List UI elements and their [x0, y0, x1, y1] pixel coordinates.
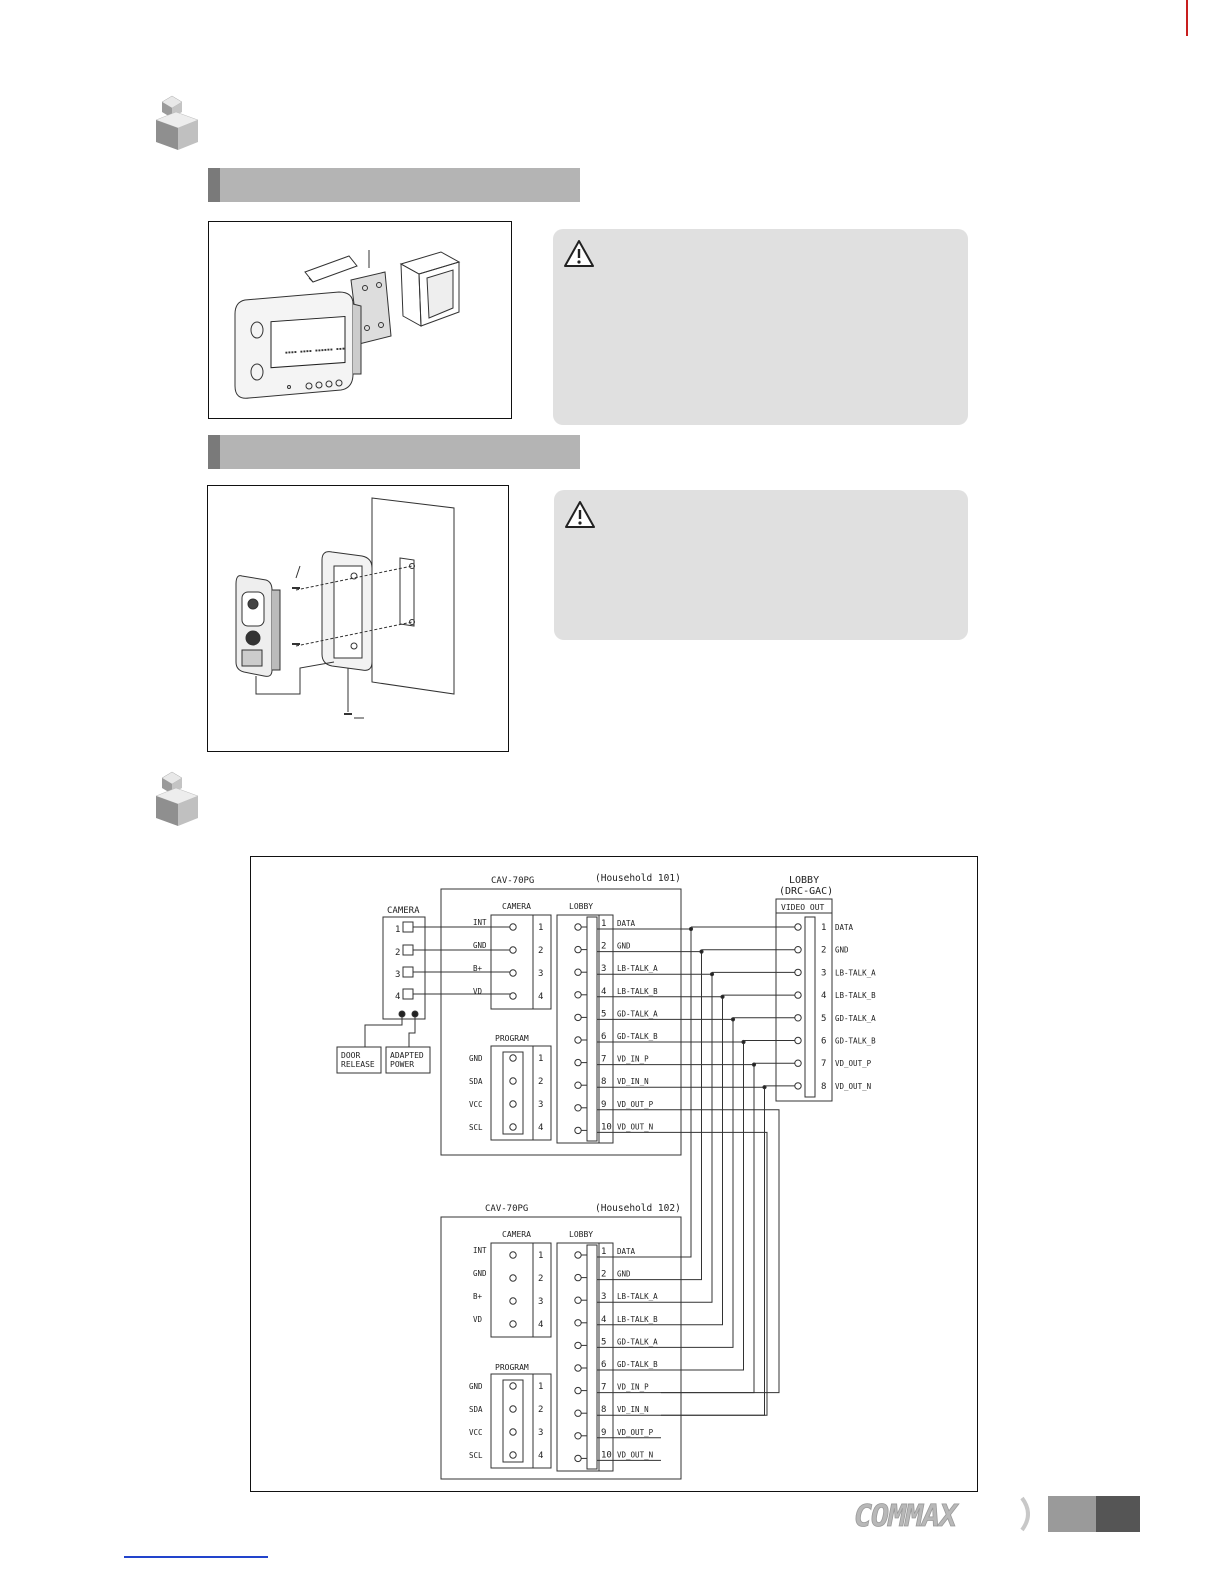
camera-box-terminal	[403, 945, 413, 955]
lobby-unit-pin: 7	[821, 1059, 827, 1070]
footer-dark-block	[1096, 1496, 1140, 1532]
bus-wire	[661, 1087, 765, 1415]
unit2-program-label: SCL	[469, 1451, 483, 1460]
unit2-camera-label: INT	[473, 1246, 487, 1255]
unit1-lobby-pin: 7	[601, 1054, 607, 1065]
camera-box-terminal	[403, 922, 413, 932]
unit1-lobby-pin: 6	[601, 1032, 607, 1042]
unit1-lobby-terminal	[575, 1082, 581, 1088]
unit1-program-terminal	[510, 1101, 516, 1107]
unit2-camera-pin: 3	[538, 1297, 544, 1307]
lobby-video-out: VIDEO OUT	[781, 903, 825, 912]
wiring-diagram	[250, 856, 978, 1492]
camera-box-terminal	[403, 967, 413, 977]
unit1-lobby-label: DATA	[617, 919, 636, 928]
unit2-program-pin: 1	[538, 1382, 544, 1392]
unit1-lobby-terminal	[575, 969, 581, 975]
unit2-lobby-label: LB-TALK_B	[617, 1314, 658, 1324]
unit1-lobby-pin: 9	[601, 1099, 607, 1110]
unit2-lobby-strip	[587, 1245, 597, 1469]
lobby-unit-pin: 2	[821, 945, 827, 956]
unit2-lobby-label: LB-TALK_A	[617, 1292, 658, 1302]
unit2-program-label: VCC	[469, 1428, 483, 1437]
unit1-camera-label: GND	[473, 941, 487, 950]
unit2-model: CAV-70PG	[485, 1204, 529, 1214]
svg-text:▪▪▪▪ ▪▪▪▪ ▪▪▪▪▪▪ ▪▪▪: ▪▪▪▪ ▪▪▪▪ ▪▪▪▪▪▪ ▪▪▪	[284, 345, 346, 356]
unit1-camera-pin: 1	[538, 923, 544, 933]
unit2-program-inner	[503, 1380, 523, 1462]
unit2-lobby-label: GND	[617, 1269, 631, 1279]
unit2-program-terminal	[510, 1452, 516, 1458]
unit2-lobby-pin: 3	[601, 1292, 607, 1303]
warning-triangle-icon	[564, 500, 596, 530]
lobby-unit-title: LOBBY	[789, 875, 820, 886]
unit1-program-terminal	[510, 1078, 516, 1084]
unit2-lobby-terminal	[575, 1365, 581, 1371]
unit1-lobby-title: LOBBY	[569, 902, 594, 911]
lobby-unit-label: GND	[835, 945, 849, 955]
unit1-program-pin: 1	[538, 1054, 544, 1064]
door-release-label: RELEASE	[341, 1060, 375, 1069]
unit2-camera-title: CAMERA	[502, 1230, 531, 1239]
unit1-camera-pin: 3	[538, 969, 544, 979]
unit2-lobby-label: VD_IN_N	[617, 1405, 649, 1415]
unit2-lobby-pin: 9	[601, 1427, 607, 1438]
unit2-lobby-label: GD-TALK_A	[617, 1337, 658, 1347]
lobby-unit-label: VD_OUT_P	[835, 1059, 872, 1069]
unit2-program-pin: 4	[538, 1451, 544, 1461]
lobby-unit-strip	[805, 917, 815, 1097]
camera-installation-figure	[207, 485, 509, 752]
unit1-camera-label: B+	[473, 964, 483, 973]
unit2-program-label: SDA	[469, 1405, 483, 1414]
unit1-lobby-label: VD_OUT_P	[617, 1099, 654, 1109]
top-red-rule	[1186, 0, 1188, 36]
lobby-unit-label: LB-TALK_B	[835, 991, 876, 1001]
unit2-program-terminal	[510, 1429, 516, 1435]
lobby-unit-pin: 1	[821, 923, 827, 933]
unit2-lobby-pin: 4	[601, 1314, 607, 1325]
unit1-camera-title: CAMERA	[502, 902, 531, 911]
unit1-household: (Household 101)	[595, 873, 681, 884]
unit2-lobby-pin: 6	[601, 1360, 607, 1370]
camera-drawing	[208, 486, 506, 749]
unit1-program-terminal	[510, 1124, 516, 1130]
lobby-unit-terminal	[795, 947, 801, 953]
lobby-unit-pin: 6	[821, 1036, 827, 1047]
unit2-camera-pin: 1	[538, 1251, 544, 1261]
unit1-lobby-label: LB-TALK_B	[617, 986, 658, 996]
cube-section-icon-2	[154, 770, 200, 828]
bus-junction	[689, 927, 692, 930]
lobby-unit-terminal	[795, 1083, 801, 1089]
unit2-lobby-label: GD-TALK_B	[617, 1360, 658, 1369]
unit2-program-title: PROGRAM	[495, 1363, 529, 1372]
unit1-lobby-pin: 3	[601, 964, 607, 975]
unit1-lobby-terminal	[575, 1105, 581, 1111]
unit1-program-label: VCC	[469, 1100, 483, 1109]
unit2-lobby-pin: 7	[601, 1382, 607, 1393]
camera-box-pin: 1	[395, 925, 401, 935]
unit2-lobby-label: VD_OUT_N	[617, 1450, 654, 1460]
unit1-lobby-label: LB-TALK_A	[617, 964, 658, 974]
bus-wire	[661, 997, 723, 1325]
unit2-lobby-terminal	[575, 1342, 581, 1348]
bus-junction	[710, 973, 713, 976]
unit2-camera-label: VD	[473, 1315, 483, 1324]
unit1-lobby-terminal	[575, 1127, 581, 1133]
unit2-camera-label: GND	[473, 1269, 487, 1278]
unit1-lobby-pin: 8	[601, 1077, 607, 1088]
commax-logo	[852, 1494, 1030, 1534]
lobby-unit-terminal	[795, 992, 801, 998]
unit1-camera-pin: 4	[538, 992, 544, 1002]
bus-junction	[721, 995, 724, 998]
warning-box-monitor	[553, 229, 968, 425]
unit1-lobby-label: GND	[617, 941, 631, 951]
camera-dot	[399, 1011, 405, 1017]
unit1-lobby-terminal	[575, 992, 581, 998]
camera-box-pin: 4	[395, 992, 401, 1002]
section-bar-camera-install	[208, 435, 580, 469]
unit1-lobby-terminal	[575, 1037, 581, 1043]
adapted-power-label: POWER	[390, 1060, 415, 1069]
warning-triangle-icon	[563, 239, 595, 269]
unit1-lobby-terminal	[575, 924, 581, 930]
bus-wire	[661, 1065, 754, 1393]
lobby-unit-pin: 4	[821, 991, 827, 1002]
unit1-program-terminal	[510, 1055, 516, 1061]
lobby-unit-label: GD-TALK_B	[835, 1036, 876, 1046]
unit1-lobby-terminal	[575, 1059, 581, 1065]
lobby-unit-pin: 8	[821, 1081, 827, 1092]
monitor-drawing	[209, 222, 509, 416]
unit2-lobby-terminal	[575, 1455, 581, 1461]
lobby-unit-label: GD-TALK_A	[835, 1013, 876, 1023]
unit1-camera-terminal	[510, 947, 516, 953]
unit1-camera-pin: 2	[538, 946, 544, 956]
unit1-lobby-label: VD_IN_N	[617, 1077, 649, 1087]
camera-dot	[412, 1011, 418, 1017]
unit2-lobby-terminal	[575, 1433, 581, 1439]
monitor-installation-figure	[208, 221, 512, 419]
unit2-program-label: GND	[469, 1382, 483, 1391]
unit2-camera-terminal	[510, 1275, 516, 1281]
unit2-lobby-title: LOBBY	[569, 1230, 594, 1239]
footer-gray-block	[1048, 1496, 1096, 1532]
commax-logo-text: COMMAX	[854, 1499, 957, 1534]
unit2-program-terminal	[510, 1406, 516, 1412]
unit1-lobby-terminal	[575, 1014, 581, 1020]
wiring-svg	[251, 857, 976, 1490]
bus-wire	[661, 974, 712, 1302]
unit1-lobby-label: VD_OUT_N	[617, 1122, 654, 1132]
vd-out-wire	[661, 1110, 779, 1393]
unit1-model: CAV-70PG	[491, 876, 535, 886]
lobby-unit-pin: 5	[821, 1013, 827, 1024]
unit2-program-terminal	[510, 1383, 516, 1389]
unit2-lobby-terminal	[575, 1320, 581, 1326]
unit1-lobby-label: GD-TALK_A	[617, 1009, 658, 1019]
unit1-lobby-terminal	[575, 946, 581, 952]
vd-out-wire	[661, 1132, 767, 1415]
unit1-program-label: SCL	[469, 1123, 483, 1132]
unit1-camera-terminal	[510, 970, 516, 976]
unit1-lobby-label: VD_IN_P	[617, 1054, 649, 1064]
unit2-lobby-label: DATA	[617, 1247, 636, 1256]
unit1-program-label: GND	[469, 1054, 483, 1063]
unit2-program-pin: 3	[538, 1428, 544, 1438]
unit2-lobby-terminal	[575, 1410, 581, 1416]
unit1-program-pin: 4	[538, 1123, 544, 1133]
unit2-frame	[441, 1217, 681, 1479]
lobby-unit-pin: 3	[821, 968, 827, 979]
camera-box-pin: 2	[395, 948, 401, 958]
unit1-lobby-label: GD-TALK_B	[617, 1032, 658, 1041]
unit1-program-pin: 3	[538, 1100, 544, 1110]
unit2-lobby-pin: 1	[601, 1247, 607, 1257]
unit2-camera-pin: 4	[538, 1320, 544, 1330]
unit2-camera-pin: 2	[538, 1274, 544, 1284]
unit2-household: (Household 102)	[595, 1203, 681, 1214]
unit2-lobby-terminal	[575, 1297, 581, 1303]
bus-junction	[700, 950, 703, 953]
section-bar-monitor-install	[208, 168, 580, 202]
unit2-lobby-label: VD_OUT_P	[617, 1427, 654, 1437]
unit1-lobby-pin: 10	[601, 1122, 612, 1133]
unit2-camera-terminal	[510, 1321, 516, 1327]
camera-box-pin: 3	[395, 970, 401, 980]
unit1-program-label: SDA	[469, 1077, 483, 1086]
lobby-unit-label: VD_OUT_N	[835, 1081, 872, 1091]
unit1-program-title: PROGRAM	[495, 1034, 529, 1043]
unit1-lobby-pin: 1	[601, 919, 607, 929]
unit2-lobby-pin: 8	[601, 1405, 607, 1416]
lobby-unit-model: (DRC-GAC)	[779, 886, 834, 897]
unit1-camera-terminal	[510, 993, 516, 999]
unit1-camera-label: VD	[473, 987, 483, 996]
lobby-unit-label: DATA	[835, 923, 854, 932]
unit1-lobby-strip	[587, 917, 597, 1141]
unit2-lobby-terminal	[575, 1252, 581, 1258]
lobby-unit-label: LB-TALK_A	[835, 968, 876, 978]
unit1-camera-terminal	[510, 924, 516, 930]
lobby-unit-terminal	[795, 1015, 801, 1021]
lobby-unit-terminal	[795, 1060, 801, 1066]
footer-underline	[124, 1556, 268, 1558]
lobby-unit-terminal	[795, 1037, 801, 1043]
unit2-camera-terminal	[510, 1298, 516, 1304]
adapted-power-label: ADAPTED	[390, 1051, 424, 1060]
unit1-program-pin: 2	[538, 1077, 544, 1087]
warning-box-camera	[554, 490, 968, 640]
camera-box-terminal	[403, 989, 413, 999]
lobby-unit-terminal	[795, 924, 801, 930]
unit1-lobby-pin: 2	[601, 941, 607, 952]
lobby-unit-terminal	[795, 969, 801, 975]
unit1-lobby-pin: 5	[601, 1009, 607, 1020]
camera-box-title: CAMERA	[387, 906, 420, 916]
unit1-program-inner	[503, 1052, 523, 1134]
unit2-lobby-terminal	[575, 1387, 581, 1393]
unit2-lobby-pin: 5	[601, 1337, 607, 1348]
unit2-camera-label: B+	[473, 1292, 483, 1301]
unit2-camera-terminal	[510, 1252, 516, 1258]
door-release-label: DOOR	[341, 1051, 361, 1060]
unit2-lobby-label: VD_IN_P	[617, 1382, 649, 1392]
unit2-lobby-pin: 2	[601, 1269, 607, 1280]
unit1-camera-label: INT	[473, 918, 487, 927]
unit2-program-pin: 2	[538, 1405, 544, 1415]
unit1-lobby-pin: 4	[601, 986, 607, 997]
unit2-lobby-pin: 10	[601, 1450, 612, 1461]
unit2-lobby-terminal	[575, 1274, 581, 1280]
cube-section-icon	[154, 94, 200, 152]
